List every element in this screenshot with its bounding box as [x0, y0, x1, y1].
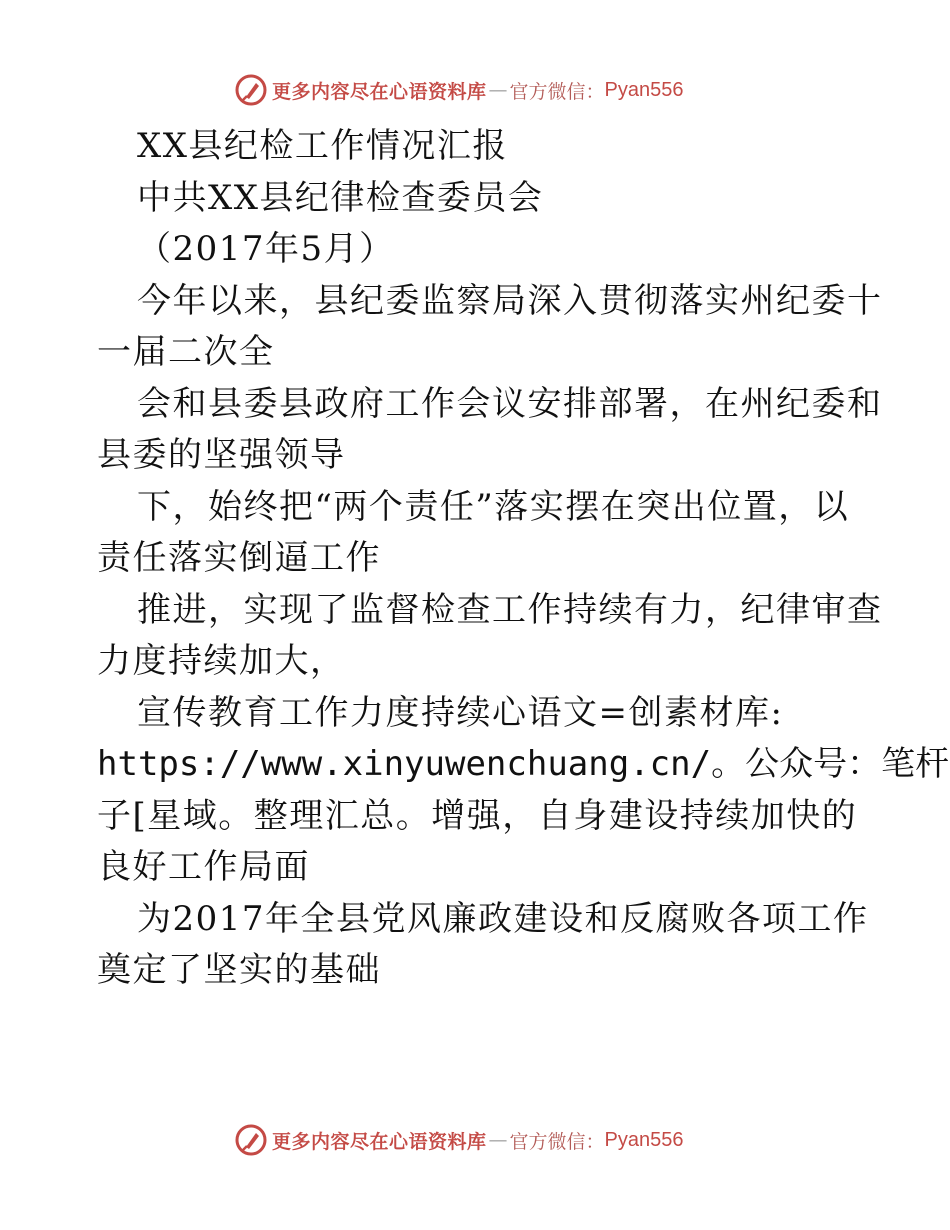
document-title: XX县纪检工作情况汇报	[137, 126, 508, 166]
body-line-5: 下，始终把“两个责任”落实摆在突出位置，以	[137, 486, 850, 527]
watermark-contact-label: 官方微信：	[509, 80, 605, 103]
watermark-contact-label: 官方微信：	[509, 1130, 605, 1153]
header-watermark	[234, 72, 684, 108]
pen-nib-circle-icon	[234, 1123, 268, 1157]
watermark-dash: —	[488, 1129, 508, 1151]
footer-watermark	[234, 1122, 684, 1158]
document-date: （2017年5月）	[137, 229, 395, 269]
body-line-6: 责任落实倒逼工作	[97, 538, 381, 578]
body-line-10: https://www.xinyuwenchuang.cn/。公众号：笔杆	[97, 744, 950, 784]
body-line-1: 今年以来，县纪委监察局深入贯彻落实州纪委十	[137, 280, 883, 321]
pen-nib-circle-icon	[234, 73, 268, 107]
body-line-11: 子[星域。整理汇总。增强，自身建设持续加快的	[97, 795, 858, 836]
body-line-3: 会和县委县政府工作会议安排部署，在州纪委和	[137, 383, 883, 424]
document-issuer: 中共XX县纪律检查委员会	[137, 177, 544, 218]
body-line-8: 力度持续加大，	[97, 641, 346, 681]
body-line-2: 一届二次全	[97, 332, 275, 372]
body-line-14: 奠定了坚实的基础	[97, 950, 381, 990]
body-line-4: 县委的坚强领导	[97, 435, 346, 475]
body-line-13: 为2017年全县党风廉政建设和反腐败各项工作	[137, 898, 869, 939]
body-line-9: 宣传教育工作力度持续心语文=创素材库:	[137, 692, 784, 733]
body-line-7: 推进，实现了监督检查工作持续有力，纪律审查	[137, 589, 883, 630]
watermark-brand: 更多内容尽在心语资料库	[272, 80, 487, 103]
document-body	[97, 121, 950, 997]
watermark-contact-id: Pyan556	[604, 1128, 684, 1151]
body-line-12: 良好工作局面	[97, 847, 310, 887]
watermark-dash: —	[488, 79, 508, 101]
watermark-brand: 更多内容尽在心语资料库	[272, 1130, 487, 1153]
watermark-contact-id: Pyan556	[604, 78, 684, 101]
